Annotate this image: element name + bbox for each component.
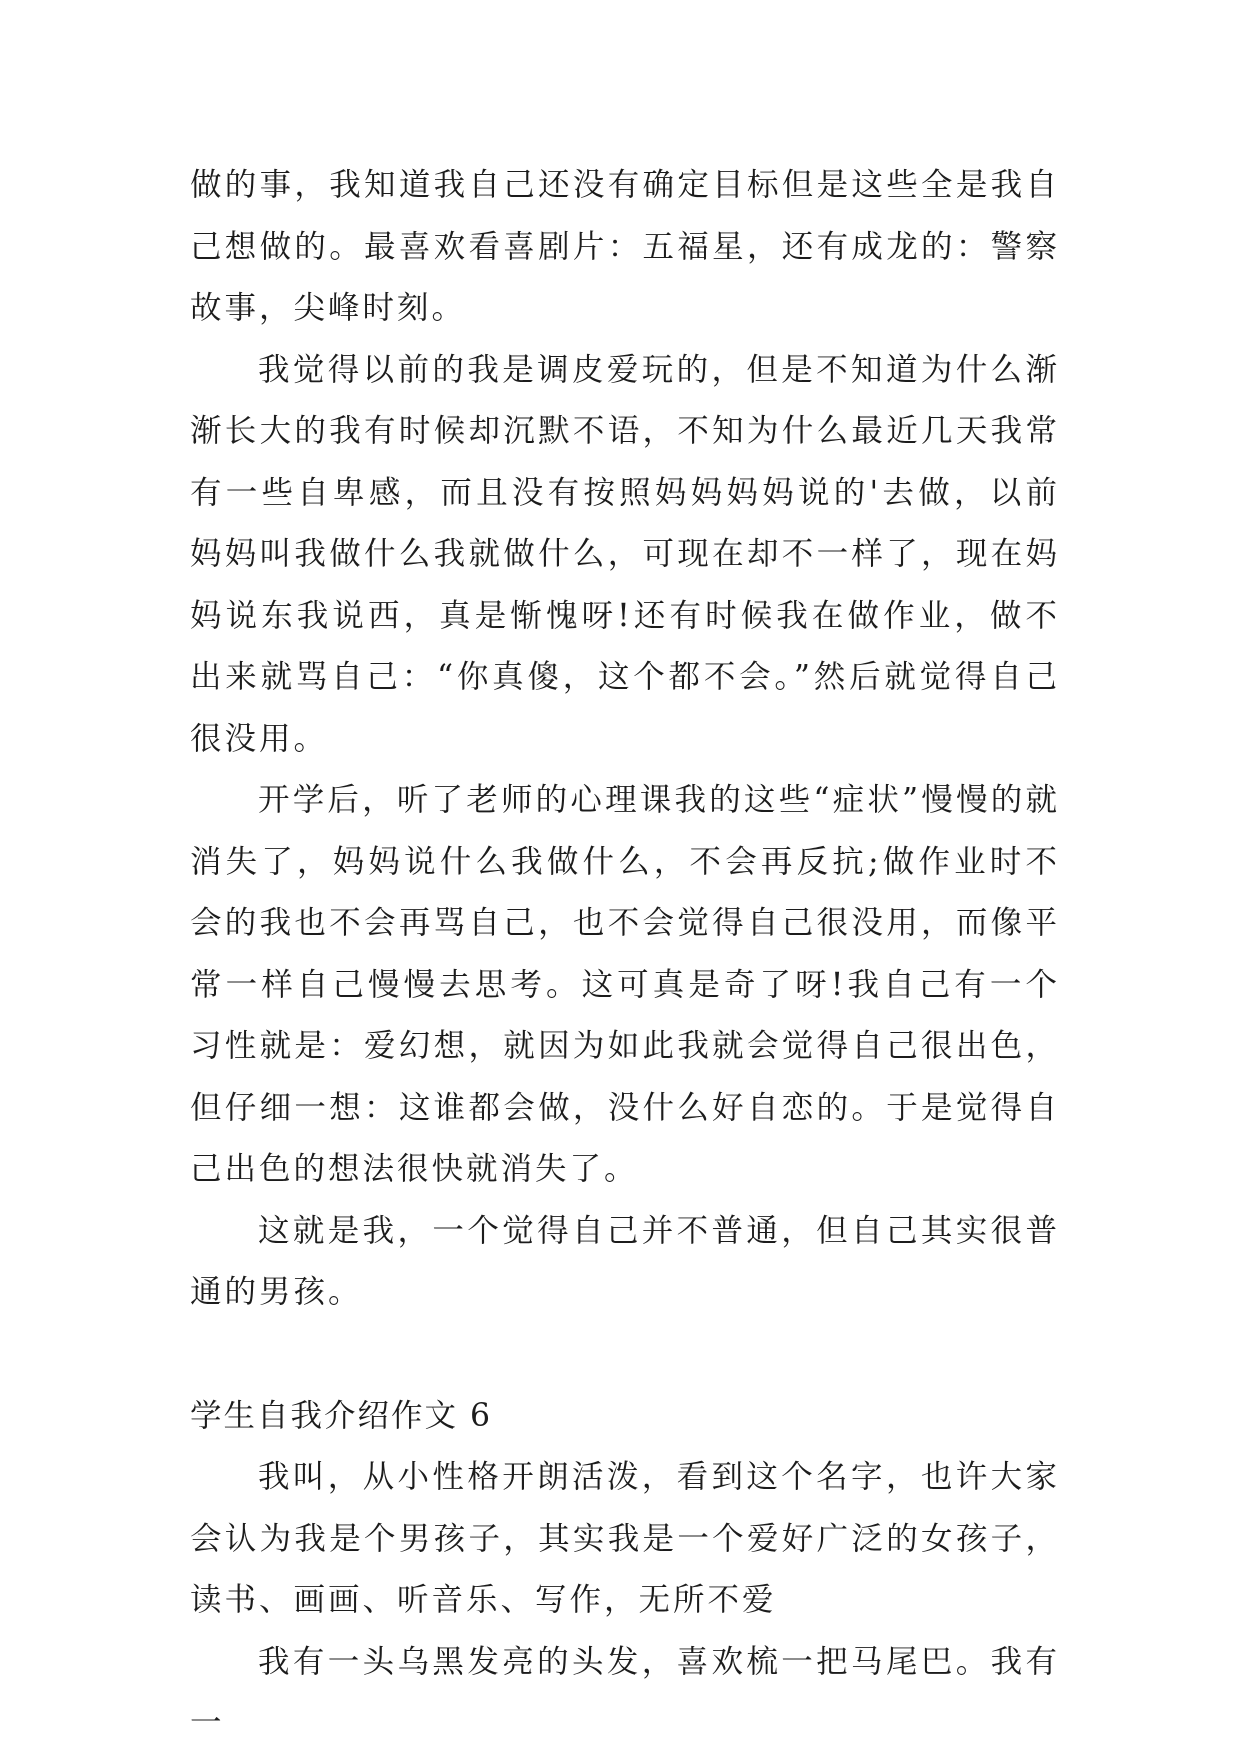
paragraph-past-self: 我觉得以前的我是调皮爱玩的，但是不知道为什么渐渐长大的我有时候却沉默不语，不知为什么最近几天我常有一些自卑感，而且没有按照妈妈妈妈说的'去做，以前妈妈叫我做什么我就做什么，可现在却不一样了，现在妈妈说东我说西，真是惭愧呀!还有时候我在做作业，做不出来就骂自己：“你真傻，这个都不会。”然后就觉得自己很没用。 <box>190 351 1060 757</box>
paragraph-conclusion: 这就是我，一个觉得自己并不普通，但自己其实很普通的男孩。 <box>190 1212 1060 1310</box>
paragraph-introduction: 我叫，从小性格开朗活泼，看到这个名字，也许大家会认为我是个男孩子，其实我是一个爱好广泛的女孩子，读书、画画、听音乐、写作，无所不爱 <box>190 1459 1060 1618</box>
section-title: 学生自我介绍作文 6 <box>190 1397 493 1434</box>
paragraph-continued: 做的事，我知道我自己还没有确定目标但是这些全是我自己想做的。最喜欢看喜剧片：五福星，还有成龙的：警察故事，尖峰时刻。 <box>190 167 1060 326</box>
paragraph-hair: 我有一头乌黑发亮的头发，喜欢梳一把马尾巴。我有一 <box>190 1643 1060 1741</box>
document-body <box>190 155 1060 1755</box>
paragraph-after-school: 开学后，听了老师的心理课我的这些“症状”慢慢的就消失了，妈妈说什么我做什么，不会再反抗;做作业时不会的我也不会再骂自己，也不会觉得自己很没用，而像平常一样自己慢慢去思考。这可真是奇了呀!我自己有一个习性就是：爱幻想，就因为如此我就会觉得自己很出色，但仔细一想：这谁都会做，没什么好自恋的。于是觉得自己出色的想法很快就消失了。 <box>190 782 1060 1187</box>
